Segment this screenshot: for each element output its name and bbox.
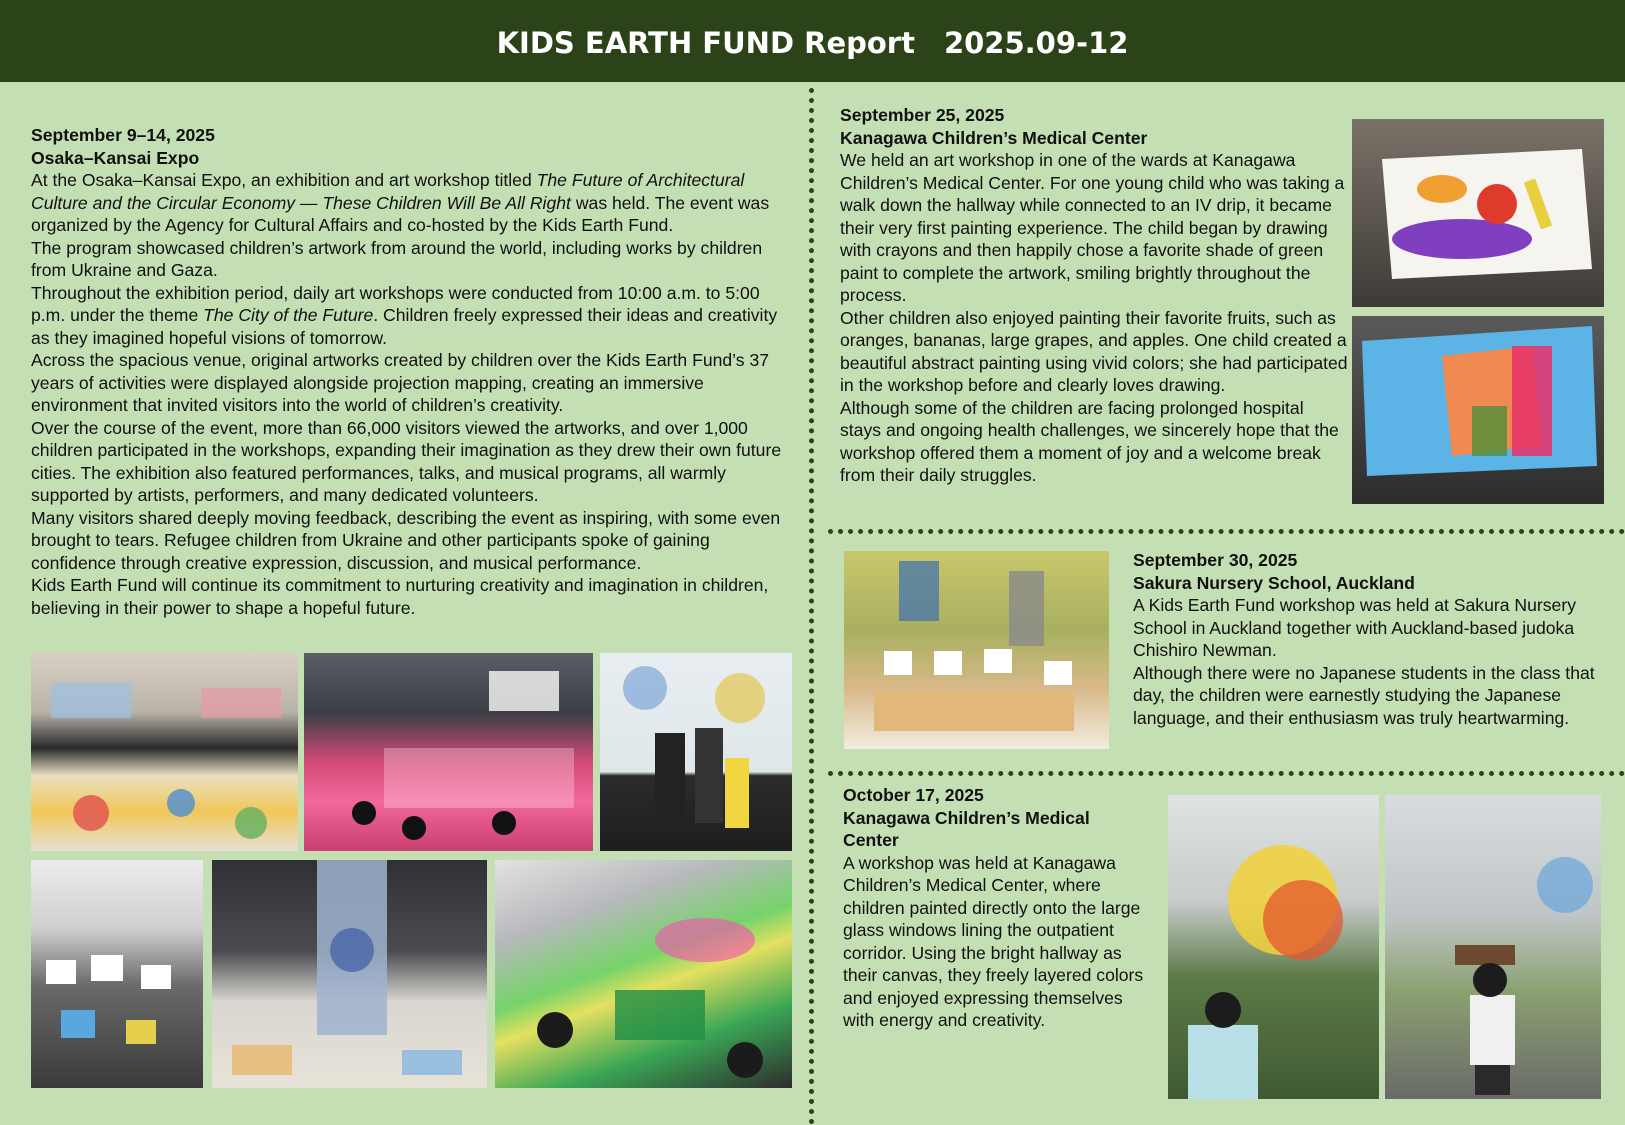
- paragraph: [31, 169, 793, 237]
- kanagawa-photo-fruit-painting: [1352, 119, 1604, 307]
- paragraph: Although there were no Japanese students in the class that day, the children were earnestly studying the Japanese language, and their enthusiasm was truly heartwarming.: [1133, 662, 1595, 728]
- section-place: Sakura Nursery School, Auckland: [1133, 572, 1415, 593]
- paragraph: The program showcased children’s artwork from around the world, including works by children from Ukraine and Gaza.: [31, 237, 763, 280]
- classroom-photo-icon: [844, 551, 1109, 749]
- text: . Children freely expressed their ideas and creativity as they imagined hopeful visions of tomorrow.: [31, 305, 778, 348]
- paragraph: Kids Earth Fund will continue its commitment to nurturing creativity and imagination in children, believing in their power to shape a hopeful future.: [31, 575, 769, 618]
- kanagawa-photo-window-child: [1385, 795, 1601, 1099]
- report-title: KIDS EARTH FUND Report 2025.09-12: [496, 25, 1129, 60]
- abstract-painting-photo-icon: [1352, 316, 1604, 504]
- exhibition-title: The Future of Architectural Culture and the Circular Economy — These Children Will Be All Right: [31, 170, 745, 213]
- window-child-photo-icon: [1385, 795, 1601, 1099]
- horizontal-divider-2: [828, 771, 1625, 776]
- text: At the Osaka–Kansai Expo, an exhibition and art workshop titled: [31, 170, 537, 190]
- expo-photo-group-portrait: [600, 653, 792, 851]
- paragraph: Across the spacious venue, original artworks created by children over the Kids Earth Fund’s 37 years of activities were displayed alongside projection mapping, creating an immersive environment that invited visitors into the world of children’s creativity.: [31, 350, 770, 415]
- section-place: Osaka–Kansai Expo: [31, 147, 200, 168]
- section-place: Kanagawa Children’s Medical Center: [843, 807, 1090, 850]
- paragraph: Many visitors shared deeply moving feedback, describing the event as inspiring, with some even brought to tears. Refugee children from Ukraine and other participants spoke of gaining confidence through creative expression, discussion, and musical performance.: [31, 507, 781, 573]
- paragraph: [31, 282, 793, 350]
- section-date: September 30, 2025: [1133, 550, 1298, 570]
- pillar-hall-photo-icon: [212, 860, 487, 1088]
- kanagawa-september-section: [840, 104, 1348, 487]
- horizontal-divider-1: [828, 529, 1625, 534]
- vertical-divider: [809, 88, 814, 1125]
- section-place: Kanagawa Children’s Medical Center: [840, 127, 1148, 148]
- text: was held. The event was organized by the Agency for Cultural Affairs and co-hosted by the Kids Earth Fund.: [31, 192, 770, 235]
- fruit-painting-photo-icon: [1352, 119, 1604, 307]
- section-date: October 17, 2025: [843, 785, 984, 805]
- sakura-photo-classroom: [844, 551, 1109, 749]
- mural-photo-icon: [31, 653, 298, 851]
- children-signs-photo-icon: [31, 860, 203, 1088]
- report-header: [0, 0, 1625, 82]
- osaka-expo-section: [31, 124, 793, 619]
- section-date: September 9–14, 2025: [31, 125, 215, 145]
- window-sun-photo-icon: [1168, 795, 1379, 1099]
- kanagawa-october-section: [843, 784, 1145, 1032]
- expo-photo-pink-floor: [304, 653, 593, 851]
- text: Throughout the exhibition period, daily art workshops were conducted from 10:00 a.m. to 5:00 p.m. under the theme: [31, 282, 760, 325]
- sakura-nursery-section: [1133, 549, 1613, 729]
- expo-photo-mural: [31, 653, 298, 851]
- portrait-photo-icon: [600, 653, 792, 851]
- kanagawa-photo-window-sun: [1168, 795, 1379, 1099]
- paragraph: A workshop was held at Kanagawa Children’s Medical Center, where children painted directly onto the large glass windows lining the outpatient corridor. Using the bright hallway as their canvas, they freely layered colors and enjoyed expressing themselves with energy and creativity.: [843, 852, 1144, 1030]
- section-date: September 25, 2025: [840, 105, 1005, 125]
- paragraph: We held an art workshop in one of the wards at Kanagawa Children’s Medical Center. For one young child who was taking a walk down the hallway while connected to an IV drip, it became their very first painting experience. The child began by drawing with crayons and then happily chose a favorite shade of green paint to complete the artwork, smiling brightly throughout the process.: [840, 150, 1345, 305]
- paragraph: A Kids Earth Fund workshop was held at Sakura Nursery School in Auckland together with Auckland-based judoka Chishiro Newman.: [1133, 595, 1576, 660]
- expo-photo-pillar-hall: [212, 860, 487, 1088]
- paragraph: Although some of the children are facing prolonged hospital stays and ongoing health challenges, we sincerely hope that the workshop offered them a moment of joy and a welcome break from their daily struggles.: [840, 397, 1339, 485]
- floor-painting-photo-icon: [495, 860, 792, 1088]
- expo-photo-children-signs: [31, 860, 203, 1088]
- paragraph: Over the course of the event, more than 66,000 visitors viewed the artworks, and over 1,000 children participated in the workshops, expanding their imagination as they drew their own future cities. The exhibition also featured performances, talks, and musical programs, all warmly supported by artists, performers, and many dedicated volunteers.: [31, 417, 782, 505]
- kanagawa-photo-abstract-painting: [1352, 316, 1604, 504]
- pink-floor-photo-icon: [304, 653, 593, 851]
- expo-photo-floor-painting: [495, 860, 792, 1088]
- paragraph: Other children also enjoyed painting their favorite fruits, such as oranges, bananas, large grapes, and apples. One child created a beautiful abstract painting using vivid colors; she had participated in the workshop before and clearly loves drawing.: [840, 307, 1348, 395]
- theme-title: The City of the Future: [203, 305, 374, 325]
